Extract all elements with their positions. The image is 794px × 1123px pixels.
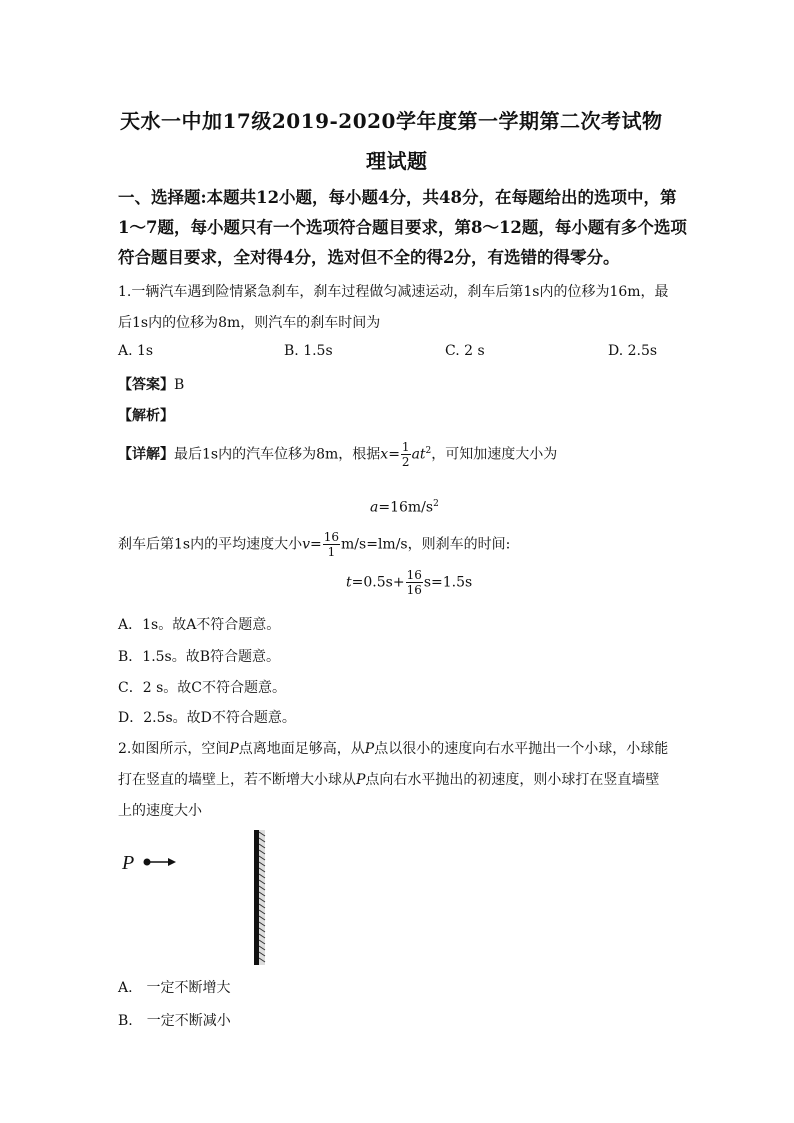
q1-judgement-a: A．1s。故A不符合题意。 [118, 617, 281, 633]
q1-judgement-b: B．1.5s。故B符合题意。 [118, 649, 281, 665]
q2-text: 点以很小的速度向右水平抛出一个小球，小球能 [374, 741, 669, 757]
point-p: P [364, 741, 375, 757]
q1-analysis-label: 【解析】 [118, 408, 174, 424]
ball-with-arrow-icon [142, 854, 192, 874]
avg-text-post: m/s=lm/s，则刹车的时间: [341, 536, 511, 553]
superscript: 2 [425, 445, 432, 456]
equals-sign: = [310, 536, 322, 553]
var-t: t [346, 574, 352, 591]
wall-icon [254, 830, 268, 965]
answer-value: B [174, 377, 185, 393]
figure-point-label: P [122, 852, 135, 874]
page-title-line2: 理试题 [366, 149, 428, 173]
time-post: s=1.5s [423, 574, 473, 591]
time-pre: =0.5s+ [351, 574, 405, 591]
point-p: P [229, 741, 239, 757]
q1-detail-line [118, 440, 557, 469]
fraction-denominator: 2 [401, 455, 410, 469]
fraction-half [401, 440, 411, 469]
q2-text: 点离地面足够高，从 [238, 741, 365, 757]
q1-judgement-d: D．2.5s。故D不符合题意。 [118, 710, 296, 726]
q1-stem-line1: 1.一辆汽车遇到险情紧急刹车，刹车过程做匀减速运动，刹车后第1s内的位移为16m，最 [118, 284, 669, 300]
var-a: a [370, 499, 379, 516]
q1-option-d: D. 2.5s [608, 343, 658, 359]
q1-option-c: C. 2 s [445, 343, 485, 359]
detail-label: 【详解】 [118, 446, 174, 463]
point-p: P [356, 772, 366, 788]
q2-text: 2.如图所示，空间 [118, 741, 230, 757]
q2-figure [118, 830, 278, 965]
section-instructions-line1: 一、选择题:本题共12小题，每小题4分，共48分，在每题给出的选项中，第 [118, 188, 677, 207]
q1-answer [118, 374, 184, 394]
fraction-16-16 [406, 568, 423, 597]
acceleration-result [370, 499, 439, 516]
q2-stem-line1 [118, 738, 668, 758]
section-instructions-line2: 1～7题，每小题只有一个选项符合题目要求，第8～12题，每小题有多个选项 [118, 218, 687, 237]
fraction-numerator: 16 [323, 530, 340, 544]
q1-judgement-c: C．2 s。故C不符合题意。 [118, 680, 286, 696]
var-at: at [411, 446, 426, 463]
var-x: x [380, 446, 389, 463]
fraction-numerator: 1 [401, 440, 410, 454]
q1-option-a: A. 1s [118, 343, 154, 359]
q2-text: 打在竖直的墙壁上，若不断增大小球从 [118, 772, 356, 788]
fraction-denominator: 1 [327, 545, 336, 559]
section-instructions-line3: 符合题目要求，全对得4分，选对但不全的得2分，有选错的得零分。 [118, 248, 620, 267]
answer-label: 【答案】 [118, 377, 174, 393]
q1-stem-line2: 后1s内的位移为8m，则汽车的刹车时间为 [118, 315, 381, 331]
q2-text: 点向右水平抛出的初速度，则小球打在竖直墙壁 [365, 772, 660, 788]
fraction-16-1 [323, 530, 340, 559]
fraction-numerator: 16 [406, 568, 422, 582]
var-v: v [302, 536, 311, 553]
acceleration-value: =16m/s [378, 499, 434, 516]
q2-option-b: B. 一定不断减小 [118, 1013, 231, 1029]
equals-sign: = [388, 446, 400, 463]
q1-option-b: B. 1.5s [284, 343, 333, 359]
page-title-line1: 天水一中加17级2019-2020学年度第一学期第二次考试物 [120, 109, 663, 133]
q2-option-a: A. 一定不断增大 [118, 980, 231, 996]
detail-text: 最后1s内的汽车位移为8m，根据 [174, 446, 381, 463]
detail-text-post: ，可知加速度大小为 [431, 446, 558, 463]
time-result [346, 568, 472, 597]
avg-text: 刹车后第1s内的平均速度大小 [118, 536, 303, 553]
q1-average-velocity-line [118, 530, 510, 559]
fraction-denominator: 16 [406, 583, 422, 597]
q2-stem-line3: 上的速度大小 [118, 803, 202, 819]
superscript: 2 [433, 499, 439, 509]
q2-stem-line2 [118, 769, 659, 789]
